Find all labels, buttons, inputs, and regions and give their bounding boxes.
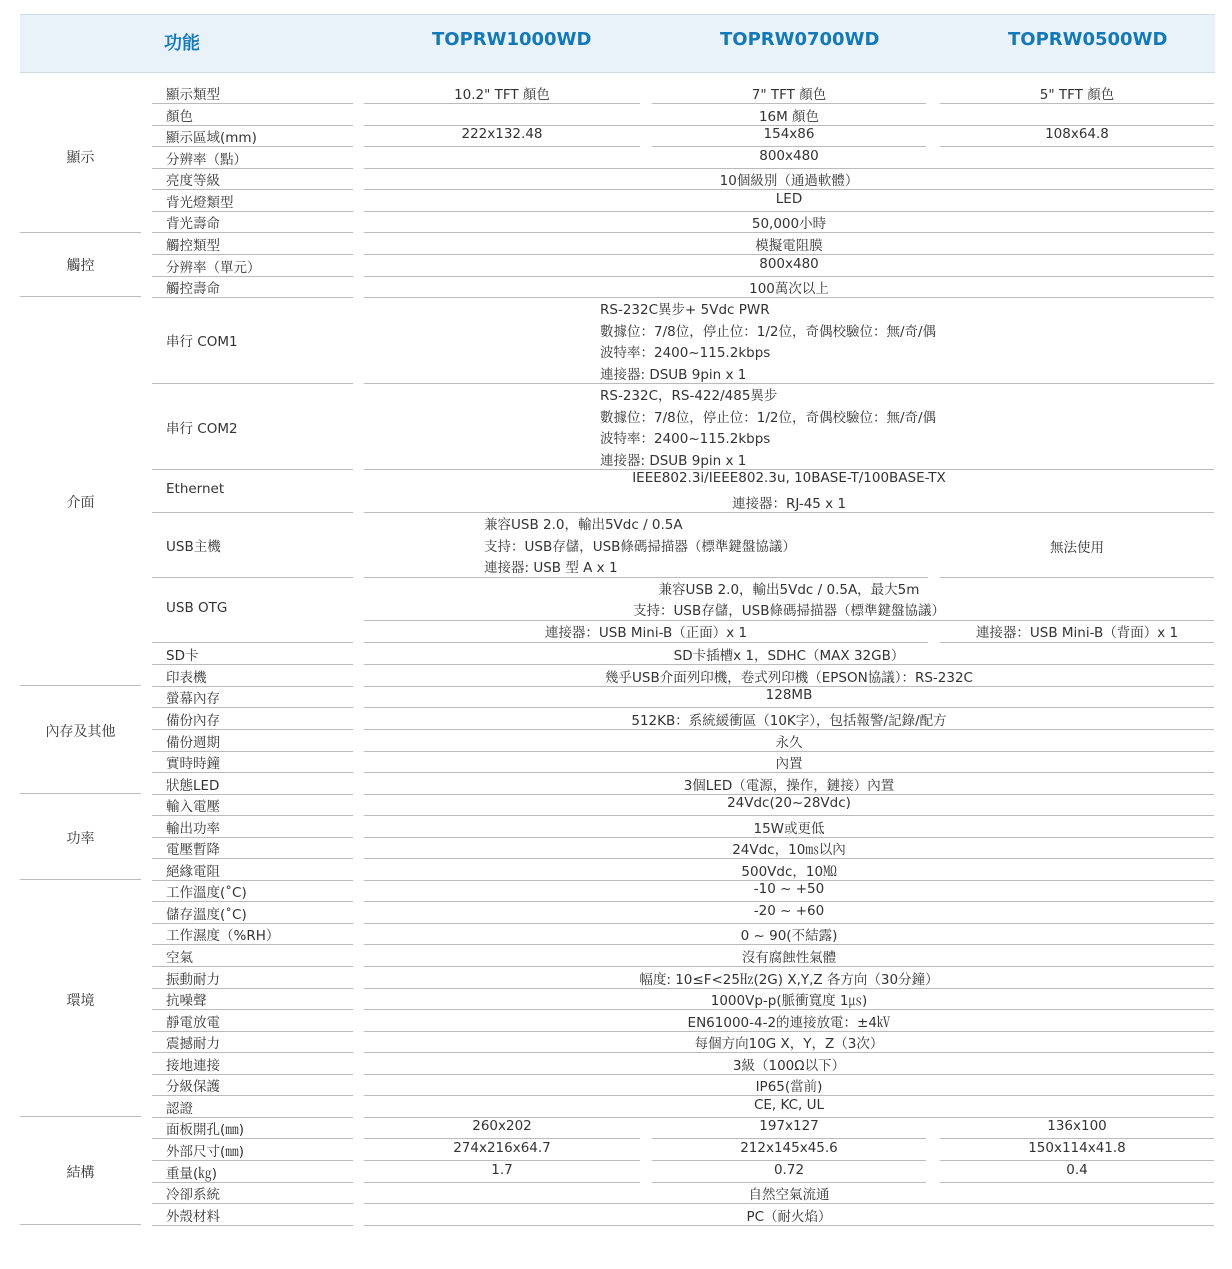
value-sd: SD卡插槽x 1，SDHC（MAX 32GB） <box>673 648 905 664</box>
row-label-air: 空氣 <box>166 950 193 966</box>
row-label-insul: 絕緣電阻 <box>166 864 220 880</box>
row-divider <box>152 966 353 967</box>
value-disp_type-model-2: 7" TFT 顏色 <box>751 87 827 103</box>
value-ethernet-line-1: IEEE802.3i/IEEE802.3u, 10BASE-T/100BASE-TX <box>632 470 946 486</box>
value-divider <box>364 1009 1214 1010</box>
row-label-sttemp: 儲存溫度(˚C) <box>166 907 247 923</box>
row-divider <box>152 1052 353 1053</box>
row-label-cooling: 冷卻系統 <box>166 1187 220 1203</box>
row-label-cert: 認證 <box>166 1101 193 1117</box>
value-cooling: 自然空氣流通 <box>748 1187 830 1203</box>
row-label-backlight: 背光燈類型 <box>166 195 234 211</box>
value-usbotg-connector-back: 連接器：USB Mini-B（背面）x 1 <box>975 625 1179 641</box>
category-divider <box>20 296 141 297</box>
row-label-com2: 串行 COM2 <box>166 421 238 437</box>
row-label-rtc: 實時時鐘 <box>166 756 220 772</box>
value-usbotg-connector-front: 連接器：USB Mini-B（正面）x 1 <box>544 625 748 641</box>
row-label-noise: 抗噪聲 <box>166 993 207 1009</box>
row-divider <box>152 103 353 104</box>
category-memory: 內存及其他 <box>45 724 116 740</box>
value-screen_mem: 128MB <box>765 687 813 703</box>
value-led: 3個LED（電源，操作，鏈接）內置 <box>683 778 895 794</box>
row-divider <box>152 858 353 859</box>
row-label-touch_life: 觸控壽命 <box>166 281 220 297</box>
value-divider <box>364 1203 1214 1204</box>
category-environment: 環境 <box>66 993 95 1009</box>
value-divider <box>364 383 1214 384</box>
value-divider <box>652 103 926 104</box>
value-cutout-model-1: 260x202 <box>472 1118 532 1134</box>
table-header <box>20 14 1215 73</box>
value-area-model-2: 154x86 <box>763 126 815 142</box>
row-divider <box>152 1138 353 1139</box>
value-bright: 10個級別（通過軟體） <box>719 173 859 189</box>
value-optemp: -10 ~ +50 <box>753 881 825 897</box>
row-divider <box>152 1160 353 1161</box>
value-dims-model-3: 150x114x41.8 <box>1028 1140 1126 1156</box>
value-vib: 幅度: 10≤F<25㎐(2G) X,Y,Z 各方向（30分鐘） <box>639 972 939 988</box>
value-divider <box>364 232 1214 233</box>
row-label-cutout: 面板開孔(㎜) <box>166 1122 245 1138</box>
value-backup_period: 永久 <box>775 735 803 751</box>
value-divider <box>364 664 1214 665</box>
value-dims-model-2: 212x145x45.6 <box>740 1140 838 1156</box>
value-divider <box>364 815 1214 816</box>
value-divider <box>940 146 1214 147</box>
row-divider <box>152 1225 353 1226</box>
value-esd: EN61000-4-2的連接放電：±4㎸ <box>687 1015 891 1031</box>
value-com2-line-2: 數據位：7/8位，停止位：1/2位，奇偶校驗位：無/奇/偶 <box>600 409 937 426</box>
header-model-2: TOPRW0700WD <box>720 29 880 50</box>
value-divider <box>364 1225 1214 1226</box>
value-cutout-model-2: 197x127 <box>759 1118 819 1134</box>
value-ethernet-line-2: 連接器：RJ-45 x 1 <box>731 495 847 512</box>
value-com2-line-4: 連接器: DSUB 9pin x 1 <box>600 452 747 469</box>
value-disp_type-model-3: 5" TFT 顏色 <box>1039 87 1115 103</box>
value-usbhost-line-2: 支持：USB存儲，USB條碼掃描器（標準鍵盤協議） <box>484 538 796 555</box>
value-divider <box>940 642 1214 643</box>
value-divider <box>364 297 1214 298</box>
header-model-1: TOPRW1000WD <box>432 29 592 50</box>
value-rtc: 內置 <box>775 756 803 772</box>
value-com1-line-4: 連接器: DSUB 9pin x 1 <box>600 366 747 383</box>
value-usbhost-line-3: 連接器: USB 型 A x 1 <box>484 560 618 577</box>
row-label-weight: 重量(㎏) <box>166 1166 218 1182</box>
value-usbhost-model-3: 無法使用 <box>1050 539 1104 556</box>
value-touch_type: 模擬電阻膜 <box>755 238 823 254</box>
value-divider <box>364 146 640 147</box>
header-function: 功能 <box>164 33 200 54</box>
value-printer: 幾乎USB介面列印機，卷式列印機（EPSON協議）：RS-232C <box>605 670 973 686</box>
value-divider <box>364 1138 640 1139</box>
row-divider <box>152 383 353 384</box>
value-weight-model-3: 0.4 <box>1066 1162 1088 1178</box>
value-divider <box>364 966 1214 967</box>
value-divider <box>652 1160 926 1161</box>
value-res: 800x480 <box>759 148 819 164</box>
row-divider <box>152 772 353 773</box>
value-humid: 0 ~ 90(不結露) <box>740 928 838 944</box>
value-divider <box>364 1095 1214 1096</box>
row-divider <box>152 1009 353 1010</box>
row-divider <box>152 1095 353 1096</box>
row-label-disp_type: 顯示類型 <box>166 87 220 103</box>
value-ground: 3級（100Ω以下） <box>732 1058 846 1074</box>
value-usbotg-line-2: 支持：USB存儲，USB條碼掃描器（標準鍵盤協議） <box>633 603 945 619</box>
value-com1-line-1: RS-232C異步+ 5Vdc PWR <box>600 302 770 318</box>
category-divider <box>20 685 141 686</box>
row-divider <box>152 232 353 233</box>
value-com1-line-3: 波特率：2400~115.2kbps <box>600 345 771 361</box>
value-vdrop: 24Vdc，10㎳以內 <box>732 842 846 858</box>
row-label-area: 顯示區域(mm) <box>166 130 257 146</box>
value-divider <box>940 1138 1214 1139</box>
row-label-bl_life: 背光壽命 <box>166 216 220 232</box>
value-divider <box>364 707 1214 708</box>
value-divider <box>364 901 1214 902</box>
value-com2-line-1: RS-232C，RS-422/485異步 <box>600 388 778 404</box>
row-divider <box>152 664 353 665</box>
value-noise: 1000Vp-p(脈衝寬度 1㎲) <box>710 993 868 1009</box>
row-divider <box>152 146 353 147</box>
row-label-res: 分辨率（點） <box>166 152 247 168</box>
row-label-vib: 振動耐力 <box>166 972 220 988</box>
row-label-ip: 分級保護 <box>166 1079 220 1095</box>
value-shock: 每個方向10G X，Y，Z（3次） <box>694 1036 884 1052</box>
category-divider <box>20 1116 141 1117</box>
value-bl_life: 50,000小時 <box>751 216 827 232</box>
row-label-backup_period: 備份週期 <box>166 735 220 751</box>
category-display: 顯示 <box>66 150 95 166</box>
value-housing: PC（耐火焰） <box>746 1209 832 1225</box>
row-label-bright: 亮度等級 <box>166 173 220 189</box>
value-backlight: LED <box>775 191 803 207</box>
row-label-ethernet: Ethernet <box>166 481 225 497</box>
value-disp_type-model-1: 10.2" TFT 顏色 <box>454 87 550 103</box>
category-divider <box>20 879 141 880</box>
row-label-ground: 接地連接 <box>166 1058 220 1074</box>
row-label-humid: 工作濕度（%RH） <box>166 928 280 944</box>
row-divider <box>152 901 353 902</box>
value-divider <box>364 103 640 104</box>
category-structure: 結構 <box>66 1165 95 1181</box>
row-divider <box>152 707 353 708</box>
row-label-housing: 外殼材料 <box>166 1209 220 1225</box>
value-area-model-3: 108x64.8 <box>1045 126 1109 142</box>
value-divider <box>364 642 928 643</box>
value-divider <box>364 189 1214 190</box>
value-usbhost-line-1: 兼容USB 2.0，輸出5Vdc / 0.5A <box>484 517 683 533</box>
row-label-optemp: 工作溫度(˚C) <box>166 885 247 901</box>
row-label-touch_res: 分辨率（單元） <box>166 260 261 276</box>
category-divider <box>20 232 141 233</box>
row-divider <box>152 642 353 643</box>
category-power: 功率 <box>66 831 95 847</box>
row-divider <box>152 1203 353 1204</box>
category-divider <box>20 1224 141 1225</box>
value-sttemp: -20 ~ +60 <box>753 903 825 919</box>
value-divider <box>364 254 1214 255</box>
row-label-pout: 輸出功率 <box>166 821 220 837</box>
row-label-com1: 串行 COM1 <box>166 334 238 350</box>
row-divider <box>152 189 353 190</box>
row-divider <box>152 944 353 945</box>
row-divider <box>152 254 353 255</box>
value-divider <box>364 1160 640 1161</box>
value-divider <box>940 1160 1214 1161</box>
value-weight-model-1: 1.7 <box>491 1162 513 1178</box>
value-divider <box>652 146 926 147</box>
row-label-vin: 輸入電壓 <box>166 799 220 815</box>
value-divider <box>940 103 1214 104</box>
value-divider <box>364 1052 1214 1053</box>
row-label-esd: 靜電放電 <box>166 1015 220 1031</box>
category-interface: 介面 <box>66 495 95 511</box>
row-label-printer: 印表機 <box>166 670 207 686</box>
value-pout: 15W或更低 <box>753 821 825 837</box>
value-touch_life: 100萬次以上 <box>749 281 829 297</box>
row-label-led: 狀態LED <box>166 778 220 794</box>
value-weight-model-2: 0.72 <box>773 1162 805 1178</box>
value-divider <box>364 858 1214 859</box>
row-label-screen_mem: 螢幕內存 <box>166 691 220 707</box>
row-label-touch_type: 觸控類型 <box>166 238 220 254</box>
value-cutout-model-3: 136x100 <box>1047 1118 1107 1134</box>
row-label-shock: 震撼耐力 <box>166 1036 220 1052</box>
row-divider <box>152 577 353 578</box>
value-touch_res: 800x480 <box>759 256 819 272</box>
value-cert: CE, KC, UL <box>753 1097 825 1113</box>
row-divider <box>152 729 353 730</box>
value-dims-model-1: 274x216x64.7 <box>453 1140 551 1156</box>
value-divider <box>364 772 1214 773</box>
value-divider <box>364 944 1214 945</box>
value-usbotg-line-1: 兼容USB 2.0，輸出5Vdc / 0.5A，最大5m <box>658 582 920 598</box>
value-color: 16M 顏色 <box>758 109 820 125</box>
row-label-usbhost: USB主機 <box>166 539 221 555</box>
row-label-usbotg: USB OTG <box>166 600 228 616</box>
value-insul: 500Vdc，10㏁ <box>741 864 837 880</box>
value-com2-line-3: 波特率：2400~115.2kbps <box>600 431 771 447</box>
row-label-dims: 外部尺寸(㎜) <box>166 1144 245 1160</box>
value-divider <box>364 729 1214 730</box>
category-divider <box>20 793 141 794</box>
row-label-color: 顏色 <box>166 109 193 125</box>
value-backup_mem: 512KB：系統緩衝區（10K字），包括報警/記錄/配方 <box>631 713 947 729</box>
value-air: 沒有腐蝕性氣體 <box>741 950 837 966</box>
value-ip: IP65(當前) <box>755 1079 823 1095</box>
row-divider <box>152 512 353 513</box>
row-label-vdrop: 電壓暫降 <box>166 842 220 858</box>
row-divider <box>152 469 353 470</box>
value-com1-line-2: 數據位：7/8位，停止位：1/2位，奇偶校驗位：無/奇/偶 <box>600 323 937 340</box>
header-model-3: TOPRW0500WD <box>1008 29 1168 50</box>
value-vin: 24Vdc(20~28Vdc) <box>727 795 851 811</box>
row-label-sd: SD卡 <box>166 648 199 664</box>
row-divider <box>152 297 353 298</box>
row-label-backup_mem: 備份內存 <box>166 713 220 729</box>
value-divider <box>652 1138 926 1139</box>
category-touch: 觸控 <box>66 258 95 274</box>
value-area-model-1: 222x132.48 <box>461 126 543 142</box>
row-divider <box>152 815 353 816</box>
